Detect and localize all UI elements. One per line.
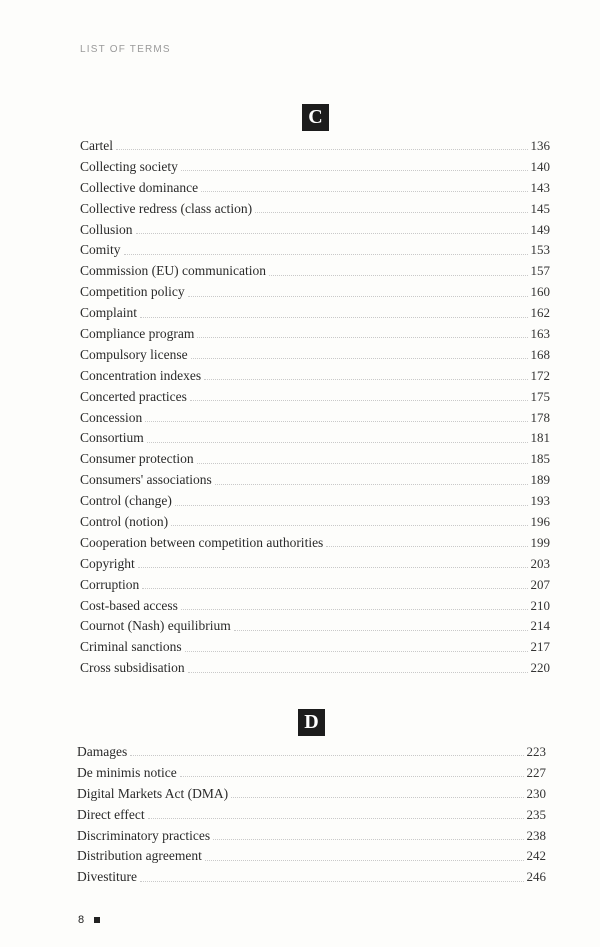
dot-leader — [124, 253, 528, 255]
list-item[interactable] — [80, 136, 550, 157]
entry-page-number: 230 — [526, 785, 546, 801]
dot-leader — [175, 504, 528, 506]
entry-page-number: 163 — [530, 326, 550, 342]
list-item[interactable] — [80, 387, 550, 408]
dot-leader — [136, 232, 528, 234]
entry-term: Cost-based access — [80, 597, 178, 613]
entry-page-number: 199 — [530, 534, 550, 550]
list-item[interactable] — [80, 554, 550, 575]
entry-page-number: 172 — [530, 367, 550, 383]
entry-term: Commission (EU) communication — [80, 263, 266, 279]
entry-page-number: 214 — [530, 618, 550, 634]
dot-leader — [180, 775, 524, 777]
dot-leader — [269, 274, 528, 276]
entry-page-number: 162 — [530, 305, 550, 321]
entry-page-number: 220 — [530, 660, 550, 676]
entry-term: Consumer protection — [80, 451, 194, 467]
entry-term: Cooperation between competition authorities — [80, 534, 324, 550]
list-item[interactable] — [77, 763, 546, 784]
entry-page-number: 238 — [526, 827, 546, 843]
entry-term: Competition policy — [80, 284, 185, 300]
dot-leader — [255, 211, 527, 213]
entry-page-number: 189 — [530, 472, 550, 488]
entry-term: Control (notion) — [80, 514, 169, 530]
term-list-c — [80, 136, 550, 679]
entry-page-number: 207 — [530, 576, 550, 592]
list-item[interactable] — [80, 575, 550, 596]
list-item[interactable] — [80, 282, 550, 303]
entry-term: Discriminatory practices — [77, 827, 211, 843]
list-item[interactable] — [80, 596, 550, 617]
entry-term: Collecting society — [80, 158, 178, 174]
dot-leader — [147, 441, 528, 443]
list-item[interactable] — [80, 637, 550, 658]
dot-leader — [185, 650, 528, 652]
dot-leader — [213, 838, 523, 840]
page-number: 8 — [78, 914, 85, 926]
list-item[interactable] — [77, 867, 546, 888]
entry-term: Concentration indexes — [80, 367, 202, 383]
entry-term: De minimis notice — [77, 764, 177, 780]
list-item[interactable] — [80, 345, 550, 366]
dot-leader — [148, 817, 524, 819]
entry-page-number: 242 — [526, 848, 546, 864]
list-item[interactable] — [80, 408, 550, 429]
entry-page-number: 196 — [530, 514, 550, 530]
entry-term: Cross subsidisation — [80, 660, 185, 676]
entry-page-number: 168 — [530, 346, 550, 362]
list-item[interactable] — [80, 658, 550, 679]
list-item[interactable] — [77, 846, 546, 867]
dot-leader — [215, 483, 528, 485]
dot-leader — [188, 671, 528, 673]
dot-leader — [201, 190, 527, 192]
entry-page-number: 185 — [530, 451, 550, 467]
entry-page-number: 217 — [530, 639, 550, 655]
dot-leader — [142, 587, 527, 589]
list-item[interactable] — [80, 199, 550, 220]
entry-term: Criminal sanctions — [80, 639, 182, 655]
entry-term: Comity — [80, 242, 121, 258]
entry-page-number: 153 — [530, 242, 550, 258]
entry-page-number: 175 — [530, 388, 550, 404]
list-item[interactable] — [80, 512, 550, 533]
list-item[interactable] — [80, 178, 550, 199]
entry-term: Cartel — [80, 138, 113, 153]
list-item[interactable] — [80, 324, 550, 345]
entry-page-number: 149 — [530, 221, 550, 237]
list-item[interactable] — [80, 303, 550, 324]
section-letter-c: C — [302, 104, 329, 131]
dot-leader — [205, 859, 524, 861]
dot-leader — [231, 796, 523, 798]
list-item[interactable] — [80, 533, 550, 554]
entry-page-number: 157 — [530, 263, 550, 279]
list-item[interactable] — [80, 449, 550, 470]
entry-term: Compliance program — [80, 326, 195, 342]
list-item[interactable] — [80, 240, 550, 261]
list-item[interactable] — [77, 784, 546, 805]
entry-term: Cournot (Nash) equilibrium — [80, 618, 231, 634]
entry-term: Complaint — [80, 305, 137, 321]
entry-page-number: 178 — [530, 409, 550, 425]
list-item[interactable] — [80, 261, 550, 282]
dot-leader — [190, 399, 528, 401]
entry-term: Collective dominance — [80, 179, 199, 195]
list-item[interactable] — [80, 428, 550, 449]
dot-leader — [138, 566, 528, 568]
entry-page-number: 210 — [530, 597, 550, 613]
list-item[interactable] — [80, 220, 550, 241]
entry-term: Corruption — [80, 576, 140, 592]
entry-page-number: 136 — [530, 138, 550, 153]
page-footer — [78, 914, 100, 926]
entry-page-number: 203 — [530, 555, 550, 571]
list-item[interactable] — [80, 470, 550, 491]
term-list-d — [77, 742, 546, 888]
entry-term: Consumers' associations — [80, 472, 212, 488]
dot-leader — [191, 357, 528, 359]
list-item[interactable] — [80, 157, 550, 178]
list-item[interactable] — [80, 491, 550, 512]
entry-page-number: 227 — [526, 764, 546, 780]
entry-term: Consortium — [80, 430, 144, 446]
list-item[interactable] — [77, 805, 546, 826]
entry-term: Concession — [80, 409, 143, 425]
list-item[interactable] — [77, 826, 546, 847]
entry-page-number: 181 — [530, 430, 550, 446]
entry-term: Distribution agreement — [77, 848, 202, 864]
dot-leader — [140, 316, 528, 318]
section-letter-d: D — [298, 709, 325, 736]
dot-leader — [326, 545, 527, 547]
list-item[interactable] — [77, 742, 546, 763]
entry-page-number: 246 — [526, 869, 546, 885]
entry-term: Collusion — [80, 221, 133, 237]
entry-page-number: 193 — [530, 493, 550, 509]
entry-term: Control (change) — [80, 493, 172, 509]
dot-leader — [188, 295, 528, 297]
dot-leader — [204, 378, 527, 380]
dot-leader — [130, 754, 523, 756]
entry-term: Concerted practices — [80, 388, 187, 404]
entry-page-number: 145 — [530, 200, 550, 216]
running-head: LIST OF TERMS — [80, 44, 171, 55]
entry-page-number: 223 — [526, 744, 546, 759]
entry-page-number: 235 — [526, 806, 546, 822]
entry-page-number: 140 — [530, 158, 550, 174]
entry-term: Copyright — [80, 555, 135, 571]
entry-page-number: 143 — [530, 179, 550, 195]
dot-leader — [234, 629, 528, 631]
dot-leader — [140, 880, 524, 882]
dot-leader — [197, 336, 527, 338]
entry-term: Damages — [77, 744, 128, 759]
entry-page-number: 160 — [530, 284, 550, 300]
dot-leader — [171, 524, 527, 526]
dot-leader — [197, 462, 528, 464]
dot-leader — [181, 169, 528, 171]
dot-leader — [116, 148, 528, 150]
dot-leader — [145, 420, 527, 422]
list-item[interactable] — [80, 616, 550, 637]
dot-leader — [181, 608, 528, 610]
square-icon — [94, 917, 100, 923]
entry-term: Compulsory license — [80, 346, 188, 362]
entry-term: Digital Markets Act (DMA) — [77, 785, 229, 801]
entry-term: Direct effect — [77, 806, 145, 822]
entry-term: Divestiture — [77, 869, 137, 885]
list-item[interactable] — [80, 366, 550, 387]
entry-term: Collective redress (class action) — [80, 200, 253, 216]
